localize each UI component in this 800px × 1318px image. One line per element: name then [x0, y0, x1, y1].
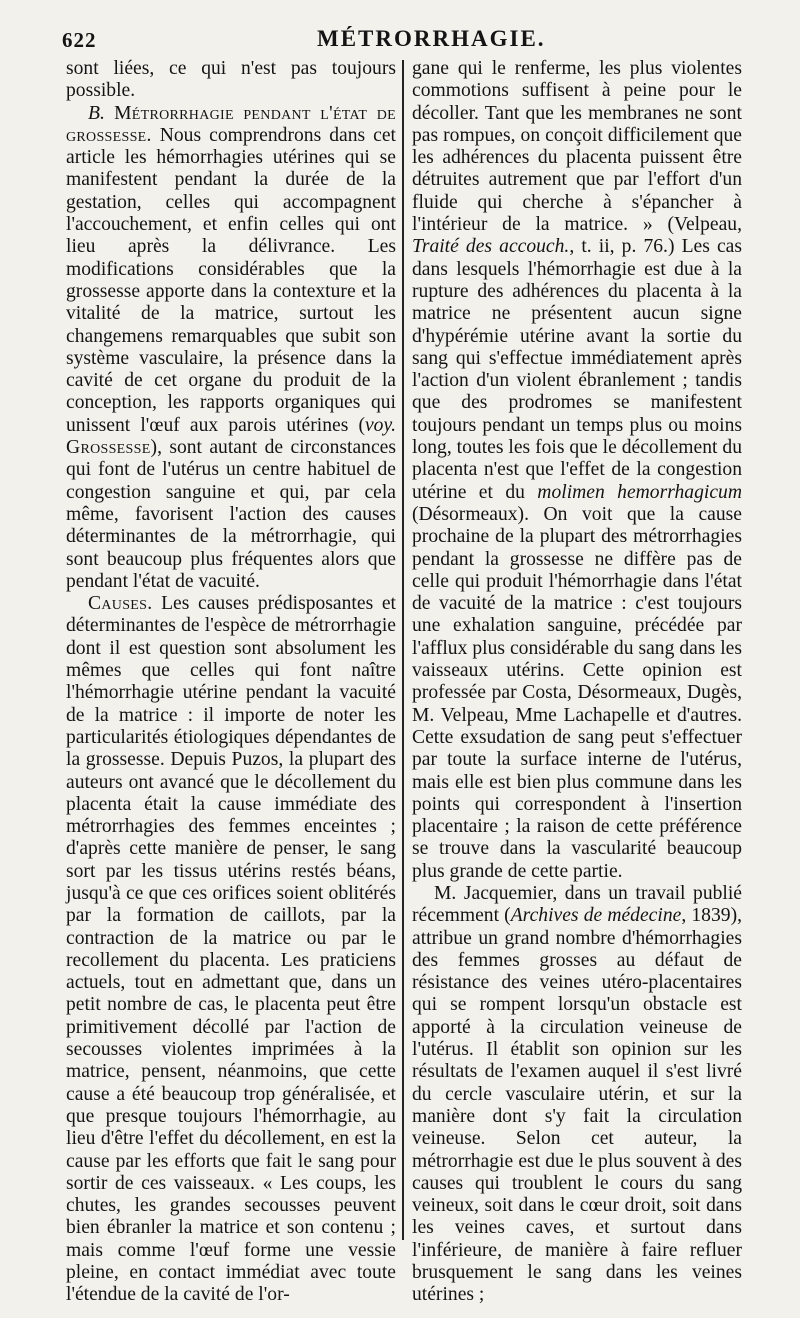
- paragraph-causes: [66, 593, 396, 1307]
- journal-year: , 1839),: [681, 905, 742, 927]
- jacquemier-intro: M. Jacquemier, dans un travail publié récemment (: [412, 882, 742, 927]
- quote-body: gane qui le renferme, les plus violentes commotions suffisent à peine pour le décoller. Tant que les membranes ne sont pas rompues, on conçoit difficilement que les adhérences du placenta puissent être détruites autrement que par l'effort d'un fluide qui cherche à s'épancher à l'intérieur de la matrice. » (Velpeau,: [412, 58, 742, 236]
- cross-reference-voy: voy.: [364, 414, 396, 436]
- paragraph-continuation: sont liées, ce qui n'est pas toujours possible.: [66, 58, 396, 102]
- running-title: MÉTRORRHAGIE.: [317, 26, 546, 51]
- section-heading: Métrorrhagie pendant l'état de grossesse.: [66, 102, 396, 146]
- causes-body: Les causes prédisposantes et déterminantes de l'espèce de métrorrhagie dont il est question sont absolument les mêmes que celles qui font naître l'hémorrhagie utérine pendant la vacuité de la matrice : il importe de noter les particularités étiologiques dépendantes de la grossesse. Depuis Puzos, la plupart des auteurs ont avancé que le décollement du placenta était la cause immédiate des métrorrhagies des femmes enceintes ; d'après cette manière de penser, le sang sort par les tissus utérins restés béans, jusqu'à ce que ces orifices soient oblitérés par la formation de caillots, par la contraction de la matrice ou par le recollement du placenta. Les praticiens actuels, tout en admettant que, dans un petit nombre de cas, le placenta peut être primitivement décollé par l'action de secousses violentes imprimées à la matrice, pensent, néanmoins, que cette cause a été beaucoup trop généralisée, et que presque toujours l'hémorrhagie, au lieu d'être l'effet du décollement, en est la cause par les efforts que fait le sang pour sortir de ces vaisseaux. « Les coups, les chutes, les grandes secousses peuvent bien ébranler la matrice et son contenu ; mais comme l'œuf forme une vessie pleine, en contact immédiat avec toute l'étendue de la cavité de l'or-: [66, 593, 396, 1306]
- causes-heading: Causes.: [88, 593, 153, 615]
- paragraph-body-end: (Désormeaux). On voit que la cause prochaine de la plupart des métrorrhagies pendant la grossesse ne diffère pas de celle qui produit l'hémorrhagie dans l'état de vacuité de la matrice : c'est toujours une exhalation sanguine, précédée par l'afflux plus considérable du sang dans les vaisseaux utérins. Cette opinion est professée par Costa, Désormeaux, Dugès, M. Velpeau, Mme Lachapelle et d'autres. Cette exsudation de sang peut s'effectuer par toute la surface interne de l'utérus, mais elle est bien plus commune dans les points qui correspondent à l'insertion placentaire ; la raison de cette préférence se trouve dans la vascularité beaucoup plus grande de cette partie.: [412, 503, 742, 882]
- paragraph-body: Les cas dans lesquels l'hémorrhagie est due à la rupture des adhérences du placenta à la matrice ne présentent aucun signe d'hypérémie utérine avant la sortie du sang qui s'effectue immédiatement après l'action d'un violent ébranlement ; tandis que des prodromes se manifestent toujours pendant un temps plus ou moins long, toutes les fois que le décollement du placenta n'est que l'effet de la congestion utérine et du: [412, 236, 742, 503]
- column-divider: [402, 60, 404, 1240]
- paragraph-quote-continuation: [412, 58, 742, 883]
- journal-title: Archives de médecine: [510, 905, 682, 927]
- section-body-end: ), sont autant de circonstances qui font de l'utérus un centre habituel de congestion sanguine et qui, par cela même, favorisent l'action des causes déterminantes de la métrorrhagie, qui sont beaucoup plus fréquentes alors que pendant l'état de vacuité.: [66, 437, 396, 592]
- page-number: 622: [62, 28, 97, 52]
- citation-title: Traité des accouch.: [412, 236, 570, 258]
- paragraph-jacquemier: [412, 883, 742, 1307]
- left-column: [66, 58, 396, 1307]
- latin-term: molimen hemorrhagicum: [537, 481, 742, 503]
- citation-details: , t. ii, p. 76.): [569, 236, 675, 258]
- section-marker: B.: [88, 102, 105, 124]
- section-body: Nous comprendrons dans cet article les hémorrhagies utérines qui se manifestent pendant la durée de la gestation, celles qui accompagnent l'accouchement, et enfin celles qui ont lieu après la délivrance. Les modifications considérables que la grossesse apporte dans la contexture et la vitalité de la matrice, surtout les changemens remarquables que subit son système vasculaire, la présence dans la cavité de cet organe du produit de la conception, les rapports organiques qui unissent l'œuf aux parois utérines (: [66, 124, 396, 436]
- cross-reference-term: Grossesse: [66, 437, 151, 459]
- paragraph-section-b: [66, 103, 396, 594]
- jacquemier-body: attribue un grand nombre d'hémorrhagies des femmes grosses au défaut de résistance des veines utéro-placentaires qui se rompent lorsqu'un obstacle est apporté à la circulation veineuse de l'utérus. Il établit son opinion sur les résultats de l'examen auquel il s'est livré du cercle vasculaire utérin, et sur la manière dont s'y fait la circulation veineuse. Selon cet auteur, la métrorrhagie est due le plus souvent à des causes qui troublent le cours du sang veineux, soit dans le cœur droit, soit dans les veines caves, et surtout dans l'inférieure, de manière à faire refluer brusquement le sang dans les veines utérines ;: [412, 927, 742, 1306]
- page-header: [62, 24, 742, 58]
- right-column: [412, 58, 742, 1307]
